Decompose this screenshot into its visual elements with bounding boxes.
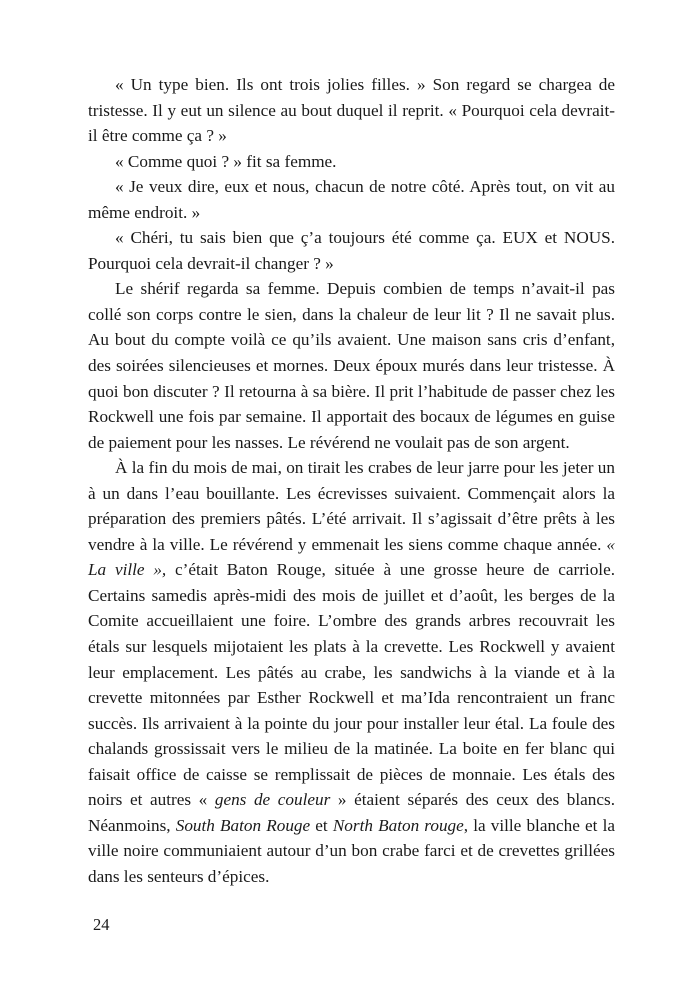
page-number: 24 [93, 915, 110, 934]
paragraph-3 [88, 174, 615, 225]
paragraph-4 [88, 225, 615, 276]
paragraph-2 [88, 149, 615, 175]
text-span: et [310, 815, 333, 835]
paragraph-1 [88, 72, 615, 149]
text-span: Le shérif regarda sa femme. Depuis combien de temps n’avait-il pas collé son corps contre le sien, dans la chaleur de leur lit ? Il ne savait plus. Au bout du compte voilà ce qu’ils avaient. Une maison sans cris d’enfant, des soirées silencieuses et mornes. Deux époux murés dans leur tristesse. À quoi bon discuter ? Il retourna à sa bière. Il prit l’habitude de passer chez les Rockwell une fois par semaine. Il apportait des bocaux de légumes en guise de paiement pour les nasses. Le révérend ne voulait pas de son argent. [88, 279, 615, 452]
text-span: « Un type bien. Ils ont trois jolies filles. » Son regard se chargea de tristesse. Il y eut un silence au bout duquel il reprit. « Pourquoi cela devrait-il être comme ça ? » [88, 75, 615, 146]
italic-span: North Baton rouge [332, 815, 464, 835]
italic-span: « La ville », [88, 534, 615, 580]
text-span: À la fin du mois de mai, on tirait les crabes de leur jarre pour les jeter un à un dans l’eau bouillante. Les écrevisses suivaient. Commençait alors la préparation des premiers pâtés. L’été arrivait. Il s’agissait d’être prêts à les vendre à la ville. Le révérend y emmenait les siens comme chaque année. [88, 458, 615, 554]
italic-span: gens de couleur [214, 790, 331, 810]
book-page-body [88, 72, 615, 890]
paragraph-5 [88, 276, 615, 455]
text-span: « Comme quoi ? » fit sa femme. [115, 151, 337, 171]
text-span: » étaient séparés des ceux des blancs. Néanmoins, [88, 790, 615, 835]
text-span: , la ville blanche et la ville noire communiaient autour d’un bon crabe farci et de crevettes grillées dans les senteurs d’épices. [88, 815, 615, 886]
paragraph-6 [88, 455, 615, 889]
text-span: « Je veux dire, eux et nous, chacun de notre côté. Après tout, on vit au même endroit. » [88, 177, 615, 222]
text-span: c’était Baton Rouge, située à une grosse heure de carriole. Certains samedis après-midi des mois de juillet et d’août, les berges de la Comite accueillaient une foire. L’ombre des grands arbres recouvrait les étals sur lesquels mijotaient les plats à la crevette. Les Rockwell y avaient leur emplacement. Les pâtés au crabe, les sandwichs à la viande et à la crevette mitonnées par Esther Rockwell et ma’Ida rencontraient un franc succès. Ils arrivaient à la pointe du jour pour installer leur étal. La foule des chalands grossissait vers le milieu de la matinée. La boite en fer blanc qui faisait office de caisse se remplissait de pièces de monnaie. Les étals des noirs et autres « [88, 560, 615, 810]
text-span: « Chéri, tu sais bien que ç’a toujours été comme ça. EUX et NOUS. Pourquoi cela devrait-il changer ? » [88, 228, 615, 273]
italic-span: South Baton Rouge [175, 815, 311, 835]
